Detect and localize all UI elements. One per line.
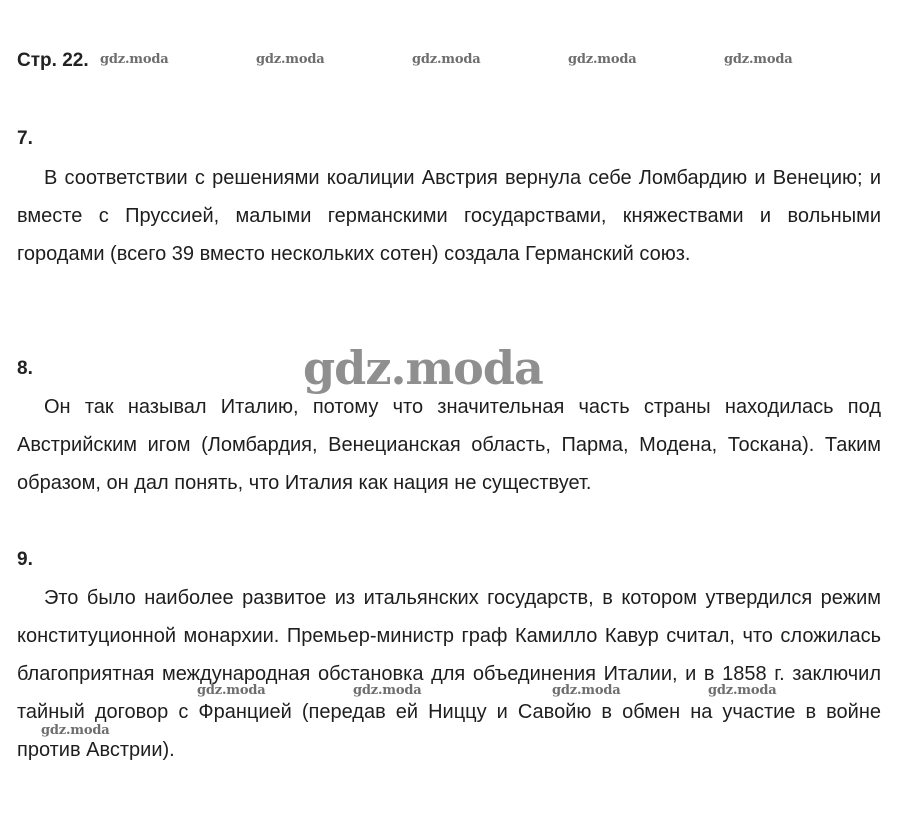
watermark-logo: gdz.moda — [41, 723, 110, 738]
watermark-logo: gdz.moda — [568, 52, 637, 67]
section-number-7: 7. — [17, 128, 33, 149]
watermark-logo: gdz.moda — [552, 683, 621, 698]
watermark-logo: gdz.moda — [724, 52, 793, 67]
section-text-9: Это было наиболее развитое из итальянских государств, в котором утвердился режим конституционной монархии. Премьер-министр граф Камилло Кавур считал, что сложилась благоприятная международная обстановка для объединения Италии, и в 1858 г. заключил тайный договор с Францией (передав ей Ниццу и Савойю в обмен на участие в войне против Австрии). — [17, 587, 881, 761]
section-number-8: 8. — [17, 358, 33, 379]
section-text-7: В соответствии с решениями коалиции Австрия вернула себе Ломбардию и Венецию; и вместе с Пруссией, малыми германскими государствами, княжествами и вольными городами (всего 39 вместо нескольких сотен) создала Германский союз. — [17, 167, 881, 265]
watermark-logo: gdz.moda — [708, 683, 777, 698]
watermark-logo: gdz.moda — [100, 52, 169, 67]
section-text-8: Он так называл Италию, потому что значительная часть страны находилась под Австрийским игом (Ломбардия, Венецианская область, Парма, Модена, Тоскана). Таким образом, он дал понять, что Италия как нация не существует. — [17, 396, 881, 494]
page-header: Стр. 22. — [17, 50, 89, 71]
watermark-logo-large: gdz.moda — [303, 341, 543, 395]
watermark-logo: gdz.moda — [412, 52, 481, 67]
watermark-logo: gdz.moda — [256, 52, 325, 67]
watermark-logo: gdz.moda — [353, 683, 422, 698]
watermark-logo: gdz.moda — [197, 683, 266, 698]
section-number-9: 9. — [17, 549, 33, 570]
